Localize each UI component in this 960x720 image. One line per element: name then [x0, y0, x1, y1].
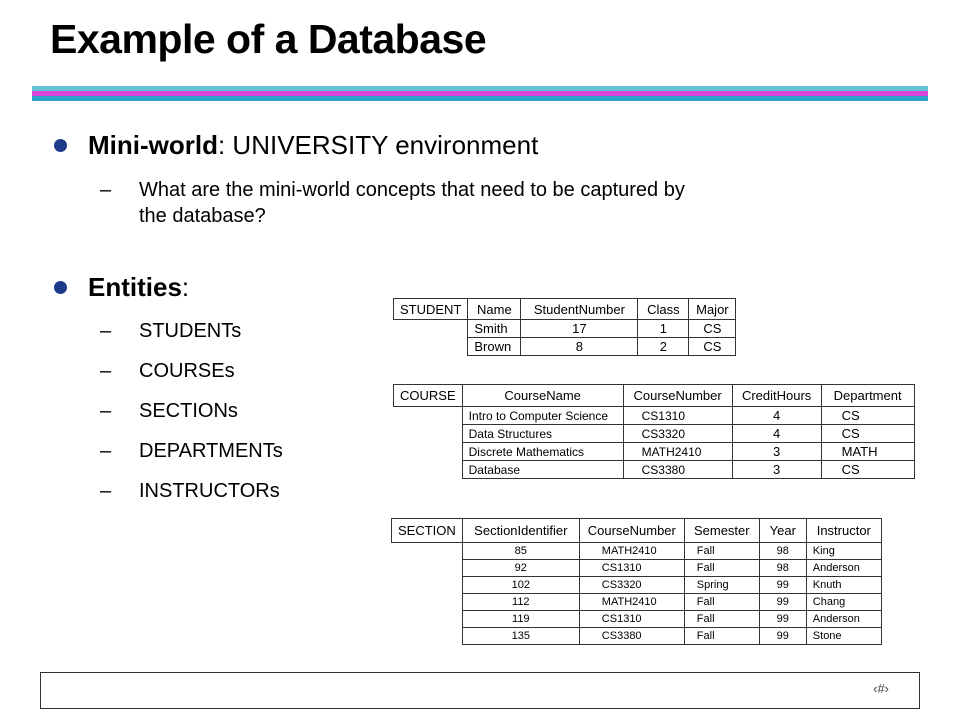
table-cell: Smith	[468, 320, 521, 338]
table-cell: CS	[689, 338, 736, 356]
table-cell: CS3380	[623, 461, 732, 479]
bullet-rest: : UNIVERSITY environment	[217, 130, 539, 160]
sub-bullet-line: the database?	[139, 205, 266, 227]
slide-title: Example of a Database	[50, 16, 487, 62]
entity-item	[100, 478, 280, 504]
table-cell: 2	[638, 338, 689, 356]
table-cell: CS	[689, 320, 736, 338]
bullet-entities	[54, 272, 189, 303]
column-header: StudentNumber	[521, 299, 638, 320]
table-cell: Spring	[684, 577, 759, 594]
table-cell: Fall	[684, 628, 759, 645]
entity-item	[100, 358, 235, 384]
entity-item	[100, 438, 283, 464]
entity-label: SECTIONs	[139, 400, 238, 422]
sub-bullet-dash: –	[100, 480, 112, 502]
bullet-dot-icon	[54, 281, 67, 294]
page-number: ‹#›	[873, 681, 889, 696]
column-header: Major	[689, 299, 736, 320]
sub-bullet-dash: –	[100, 440, 112, 462]
table-cell: CS	[821, 425, 914, 443]
table-spacer	[394, 461, 463, 479]
table-cell: Stone	[806, 628, 881, 645]
table-cell: 4	[732, 425, 821, 443]
column-header: Name	[468, 299, 521, 320]
table-cell: CS3380	[579, 628, 684, 645]
column-header: Class	[638, 299, 689, 320]
table-spacer	[394, 443, 463, 461]
table-cell: CS	[821, 407, 914, 425]
table-cell: 98	[759, 543, 806, 560]
table-cell: CS1310	[579, 611, 684, 628]
sub-bullet-dash: –	[100, 320, 112, 342]
relation-name: SECTION	[392, 519, 463, 543]
table-cell: King	[806, 543, 881, 560]
bullet-text	[88, 130, 538, 161]
bullet-rest: :	[181, 272, 190, 302]
table-cell: 112	[462, 594, 579, 611]
sub-bullet-line: What are the mini-world concepts that need to be captured by	[139, 179, 685, 201]
table-cell: Brown	[468, 338, 521, 356]
table-cell: 135	[462, 628, 579, 645]
column-header: Department	[821, 385, 914, 407]
table-spacer	[392, 611, 463, 628]
table-cell: 1	[638, 320, 689, 338]
slide-footer	[40, 672, 920, 709]
table-cell: 3	[732, 443, 821, 461]
entity-label: COURSEs	[139, 360, 235, 382]
table-spacer	[392, 628, 463, 645]
column-header: Year	[759, 519, 806, 543]
column-header: Instructor	[806, 519, 881, 543]
table-cell: Data Structures	[462, 425, 623, 443]
column-header: CourseNumber	[579, 519, 684, 543]
table-spacer	[394, 338, 468, 356]
table-cell: Anderson	[806, 611, 881, 628]
table-cell: 8	[521, 338, 638, 356]
table-cell: MATH2410	[579, 543, 684, 560]
relation-name: STUDENT	[394, 299, 468, 320]
table-cell: Database	[462, 461, 623, 479]
bullet-bold: Entities	[88, 272, 182, 302]
table-cell: Anderson	[806, 560, 881, 577]
table-spacer	[392, 577, 463, 594]
bullet-bold: Mini-world	[88, 130, 218, 160]
table-cell: 102	[462, 577, 579, 594]
table-spacer	[394, 407, 463, 425]
table-spacer	[392, 543, 463, 560]
table-cell: CS3320	[579, 577, 684, 594]
bullet-mini-world	[54, 130, 538, 161]
table-cell: CS1310	[579, 560, 684, 577]
table-cell: Discrete Mathematics	[462, 443, 623, 461]
table-cell: MATH2410	[623, 443, 732, 461]
table-cell: Intro to Computer Science	[462, 407, 623, 425]
table-cell: 85	[462, 543, 579, 560]
table-cell: Knuth	[806, 577, 881, 594]
section-table	[391, 518, 882, 645]
table-spacer	[392, 594, 463, 611]
bullet-text	[88, 272, 189, 303]
divider-bar-blue	[32, 96, 928, 101]
entity-label: STUDENTs	[139, 320, 242, 342]
table-cell: 4	[732, 407, 821, 425]
table-cell: 92	[462, 560, 579, 577]
table-cell: Chang	[806, 594, 881, 611]
table-cell: CS1310	[623, 407, 732, 425]
table-cell: 98	[759, 560, 806, 577]
entity-label: INSTRUCTORs	[139, 480, 280, 502]
table-cell: 99	[759, 611, 806, 628]
entity-item	[100, 398, 238, 424]
table-spacer	[394, 425, 463, 443]
column-header: CourseName	[462, 385, 623, 407]
sub-bullet-dash: –	[100, 360, 112, 382]
column-header: Semester	[684, 519, 759, 543]
table-cell: Fall	[684, 543, 759, 560]
bullet-dot-icon	[54, 139, 67, 152]
entity-item	[100, 318, 241, 344]
table-cell: Fall	[684, 560, 759, 577]
table-cell: CS	[821, 461, 914, 479]
sub-bullet-dash: –	[100, 400, 112, 422]
sub-bullet-dash: –	[100, 179, 112, 201]
table-spacer	[392, 560, 463, 577]
course-table	[393, 384, 915, 479]
table-cell: 99	[759, 628, 806, 645]
column-header: CreditHours	[732, 385, 821, 407]
table-cell: 119	[462, 611, 579, 628]
column-header: CourseNumber	[623, 385, 732, 407]
entity-label: DEPARTMENTs	[139, 440, 283, 462]
relation-name: COURSE	[394, 385, 463, 407]
table-cell: 99	[759, 577, 806, 594]
table-cell: 99	[759, 594, 806, 611]
table-cell: Fall	[684, 611, 759, 628]
student-table	[393, 298, 736, 356]
table-spacer	[394, 320, 468, 338]
sub-bullet-question	[100, 177, 685, 229]
table-cell: MATH2410	[579, 594, 684, 611]
table-cell: CS3320	[623, 425, 732, 443]
column-header: SectionIdentifier	[462, 519, 579, 543]
table-cell: 17	[521, 320, 638, 338]
title-divider-bars	[32, 86, 928, 101]
table-cell: MATH	[821, 443, 914, 461]
table-cell: 3	[732, 461, 821, 479]
table-cell: Fall	[684, 594, 759, 611]
